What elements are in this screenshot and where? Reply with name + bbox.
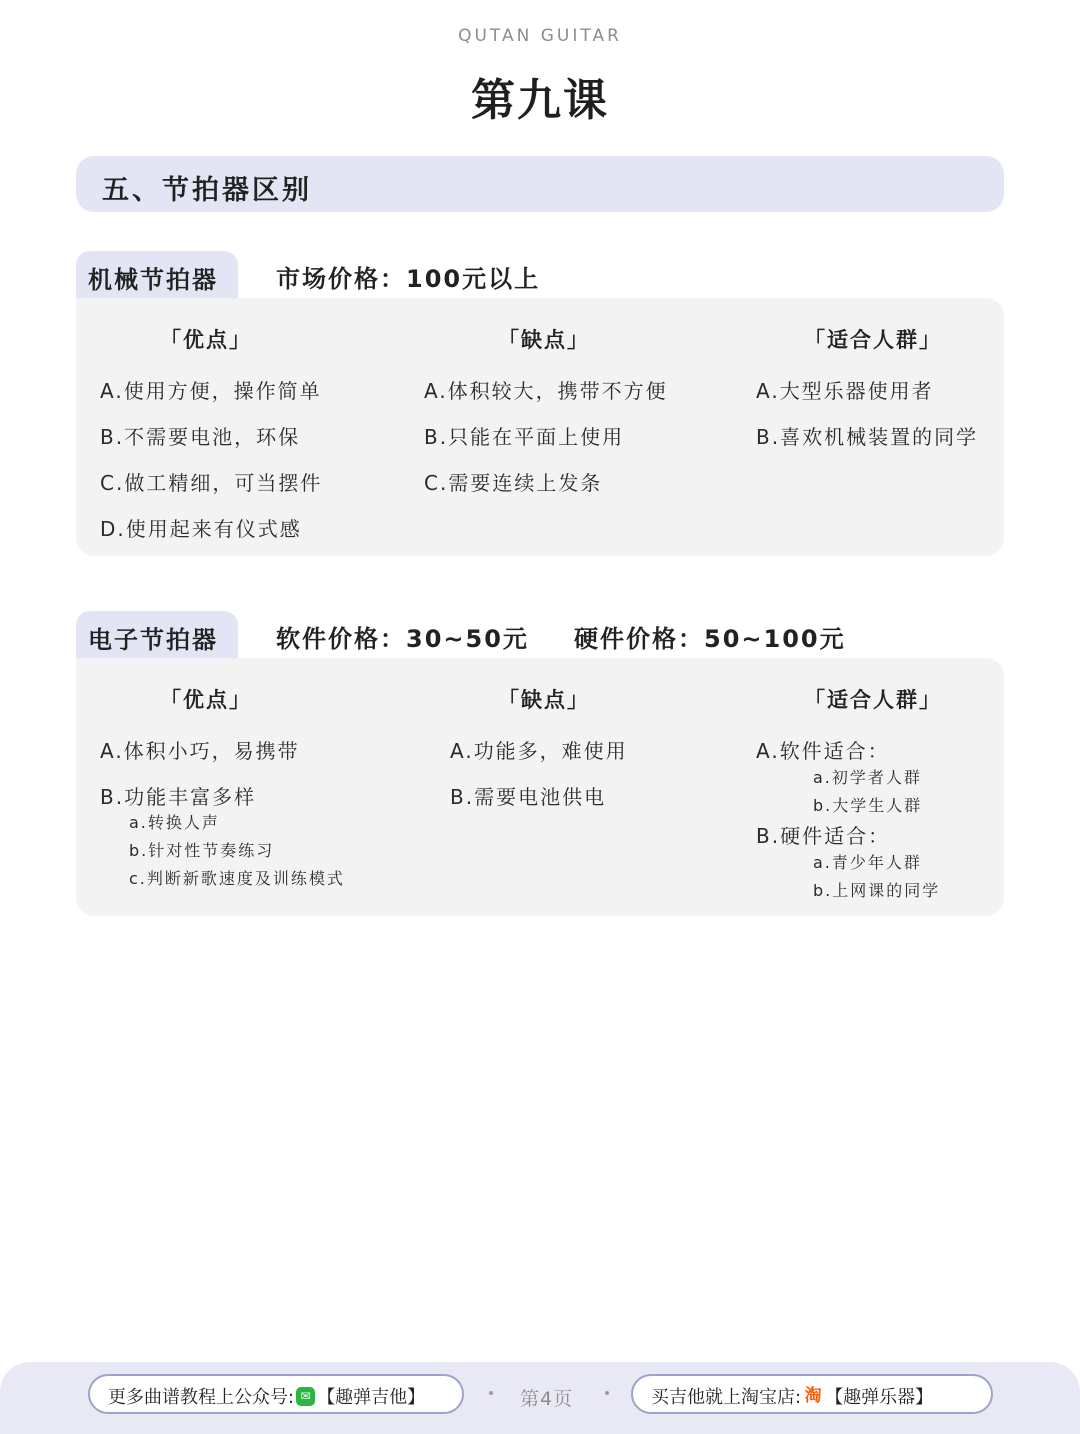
electronic-tag-label: 电子节拍器 (88, 626, 218, 654)
electronic-audience-subitem: a.初学者人群 (813, 768, 922, 787)
electronic-con-item: B.需要电池供电 (450, 785, 607, 809)
taobao-shop-name: 【趣弹乐器】 (825, 1387, 934, 1408)
electronic-audience-hardware: B.硬件适合： (756, 824, 891, 848)
mechanical-con-item: A.体积较大，携带不方便 (424, 379, 668, 403)
mechanical-audience-item: B.喜欢机械装置的同学 (756, 425, 979, 449)
electronic-tag (76, 611, 238, 659)
brand-text: QUTAN GUITAR (458, 26, 622, 46)
page-number: 第4页 (520, 1388, 574, 1410)
mechanical-con-item: C.需要连续上发条 (424, 471, 603, 495)
taobao-prefix: 买吉他就上淘宝店: (651, 1387, 802, 1408)
electronic-pro-subitem: b.针对性节奏练习 (129, 841, 275, 860)
electronic-audience-subitem: a.青少年人群 (813, 853, 922, 872)
electronic-cons-head: 「缺点」 (498, 688, 590, 712)
electronic-panel (76, 658, 1004, 916)
electronic-pro-item: A.体积小巧，易携带 (100, 739, 300, 763)
wechat-icon: ✉ (296, 1387, 315, 1406)
electronic-pros-head: 「优点」 (160, 688, 252, 712)
electronic-software-price: 软件价格：30~50元 (276, 625, 529, 653)
mechanical-tag-label: 机械节拍器 (88, 266, 218, 294)
electronic-con-item: A.功能多，难使用 (450, 739, 628, 763)
mechanical-price: 市场价格：100元以上 (276, 265, 541, 293)
electronic-pro-subitem: c.判断新歌速度及训练模式 (129, 869, 345, 888)
mechanical-audience-head: 「适合人群」 (804, 328, 942, 352)
electronic-audience-subitem: b.大学生人群 (813, 796, 923, 815)
electronic-pro-subitem: a.转换人声 (129, 813, 220, 832)
mechanical-pro-item: B.不需要电池，环保 (100, 425, 301, 449)
mechanical-cons-head: 「缺点」 (498, 328, 590, 352)
mechanical-tag (76, 251, 238, 299)
mechanical-pro-item: C.做工精细，可当摆件 (100, 471, 323, 495)
mechanical-con-item: B.只能在平面上使用 (424, 425, 625, 449)
taobao-icon: 淘 (804, 1386, 822, 1406)
page-title: 第九课 (471, 75, 609, 126)
separator-dot (605, 1391, 609, 1395)
wechat-account-pill[interactable] (88, 1374, 464, 1414)
mechanical-panel (76, 298, 1004, 556)
mechanical-pro-item: A.使用方便，操作简单 (100, 379, 322, 403)
section-header (76, 156, 1004, 212)
mechanical-audience-item: A.大型乐器使用者 (756, 379, 934, 403)
wechat-prefix: 更多曲谱教程上公众号: (108, 1387, 295, 1408)
mechanical-pro-item: D.使用起来有仪式感 (100, 517, 302, 541)
electronic-audience-head: 「适合人群」 (804, 688, 942, 712)
electronic-pro-item: B.功能丰富多样 (100, 785, 257, 809)
separator-dot (489, 1391, 493, 1395)
taobao-shop-pill[interactable] (631, 1374, 993, 1414)
mechanical-pros-head: 「优点」 (160, 328, 252, 352)
section-title: 五、节拍器区别 (102, 175, 312, 206)
footer-bar (0, 1362, 1080, 1434)
electronic-audience-subitem: b.上网课的同学 (813, 881, 941, 900)
electronic-audience-software: A.软件适合： (756, 739, 890, 763)
electronic-hardware-price: 硬件价格：50~100元 (574, 625, 846, 653)
wechat-account-name: 【趣弹吉他】 (317, 1387, 426, 1408)
